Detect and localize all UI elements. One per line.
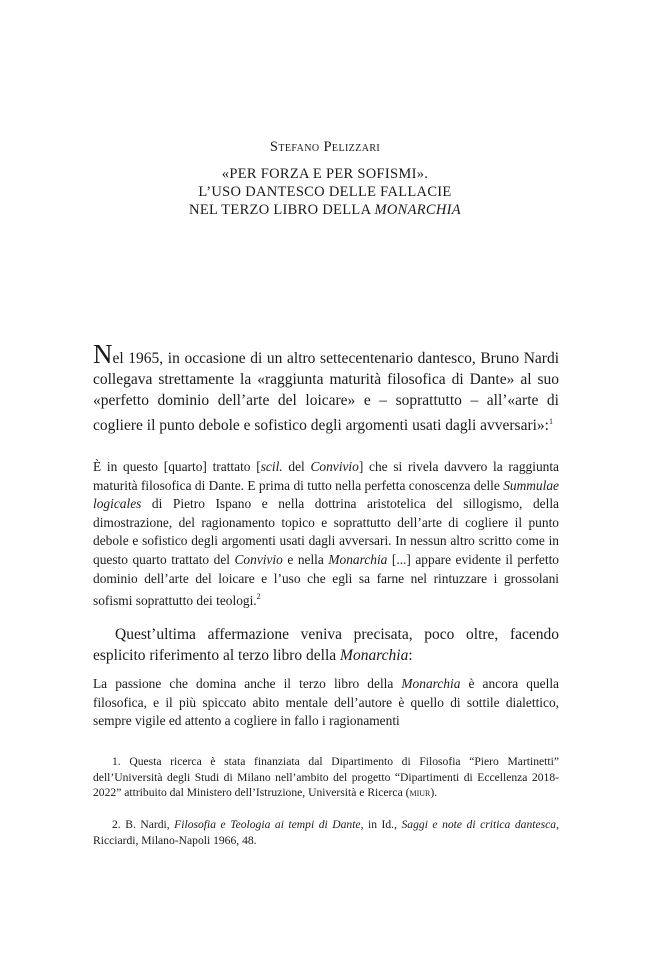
footnote-2-italic-title: Filosofia e Teologia ai tempi di Dante [174, 818, 361, 831]
quote2-italic-monarchia: Monarchia [401, 676, 461, 691]
quote1-text: e nella [282, 551, 329, 567]
quote1-text: [...] appare evidente il perfetto dominio dell’arte del loicare e l’uso che egli sa farne nel rintuzzare i grossolani sofismi soprattutto dei teologi. [93, 551, 559, 609]
quote1-italic-convivio: Convivio [310, 459, 359, 474]
footnote-2-text: , in Id., [360, 818, 402, 831]
title-line-2: L’USO DANTESCO DELLE FALLACIE [198, 184, 452, 200]
quote1-text: ] che si rivela davvero la raggiunta maturità filosofica di Dante. E prima di tutto nella perfetta conoscenza delle [93, 459, 559, 493]
footnote-2-text: Ricciardi, Milano-Napoli 1966, 48. [93, 833, 257, 847]
footnote-2-text: 2. B. Nardi, [112, 818, 175, 831]
quote1-text: di Pietro Ispano e nella dottrina aristotelica del sillogismo, della dimostrazione, del ragionamento topico e soprattutto dell’arte di cogliere il punto debole e sofistico degli argomenti usati dagli avversari. In nessun altro scritto come in questo quarto trattato del [93, 496, 559, 567]
quote1-text: del [282, 459, 311, 474]
footnote-2-italic-title: Saggi e note di critica dantesca, [401, 818, 559, 831]
footnote-2 [93, 817, 559, 848]
second-paragraph-end: : [408, 647, 413, 664]
article-title [0, 165, 650, 219]
quote2-text: La passione che domina anche il terzo libro della [93, 676, 402, 691]
block-quote-2 [93, 675, 559, 731]
quote1-italic-convivio: Convivio [234, 551, 283, 567]
quote1-italic-monarchia: Monarchia [328, 551, 388, 567]
second-paragraph [93, 624, 559, 666]
quote2-text: è ancora quella filosofica, e il più spiccato abito mentale dell’autore è quello di sottile dialettico, sempre vigile ed attento a cogliere in fallo i ragionamenti [93, 676, 559, 729]
footnote-ref-1: 1 [548, 417, 553, 426]
title-line-3-italic: MONARCHIA [374, 202, 461, 218]
footnote-1-end: ). [430, 786, 438, 800]
drop-cap: N [93, 339, 113, 369]
footnote-1-text: 1. Questa ricerca è stata finanziata dal Dipartimento di Filosofia “Piero Martinetti” dell’Università degli Studi di Milano nell’ambito del progetto “Dipartimenti di Eccellenza 2018-2022” attribuito dal Ministero dell’Istruzione, Università e Ricerca ( [93, 755, 559, 800]
opening-paragraph [93, 339, 559, 436]
second-paragraph-text: Quest’ultima affermazione veniva precisata, poco oltre, facendo esplicito riferimento al terzo libro della [93, 626, 559, 664]
footnote-1 [93, 754, 559, 801]
opening-paragraph-text: el 1965, in occasione di un altro settecentenario dantesco, Bruno Nardi collegava strettamente la «raggiunta maturità filosofica di Dante» al suo «perfetto dominio dell’arte del loicare» e – soprattutto – all’«arte di cogliere il punto debole e sofistico degli argomenti usati dagli avversari»: [93, 350, 559, 434]
block-quote-1 [93, 458, 559, 611]
footnote-ref-2: 2 [256, 592, 261, 602]
quote1-italic-summulae: Summulae logicales [93, 477, 559, 512]
footnote-1-abbr: miur [409, 786, 431, 800]
title-line-1: «PER FORZA E PER SOFISMI». [221, 166, 429, 182]
second-paragraph-italic: Monarchia [340, 647, 409, 664]
title-line-3-text: NEL TERZO LIBRO DELLA [189, 202, 375, 218]
quote1-text: È in questo [quarto] trattato [ [93, 459, 261, 474]
title-line-3 [0, 201, 650, 219]
author-name: Stefano Pelizzari [269, 139, 381, 155]
quote1-italic-scil: scil. [260, 459, 283, 474]
